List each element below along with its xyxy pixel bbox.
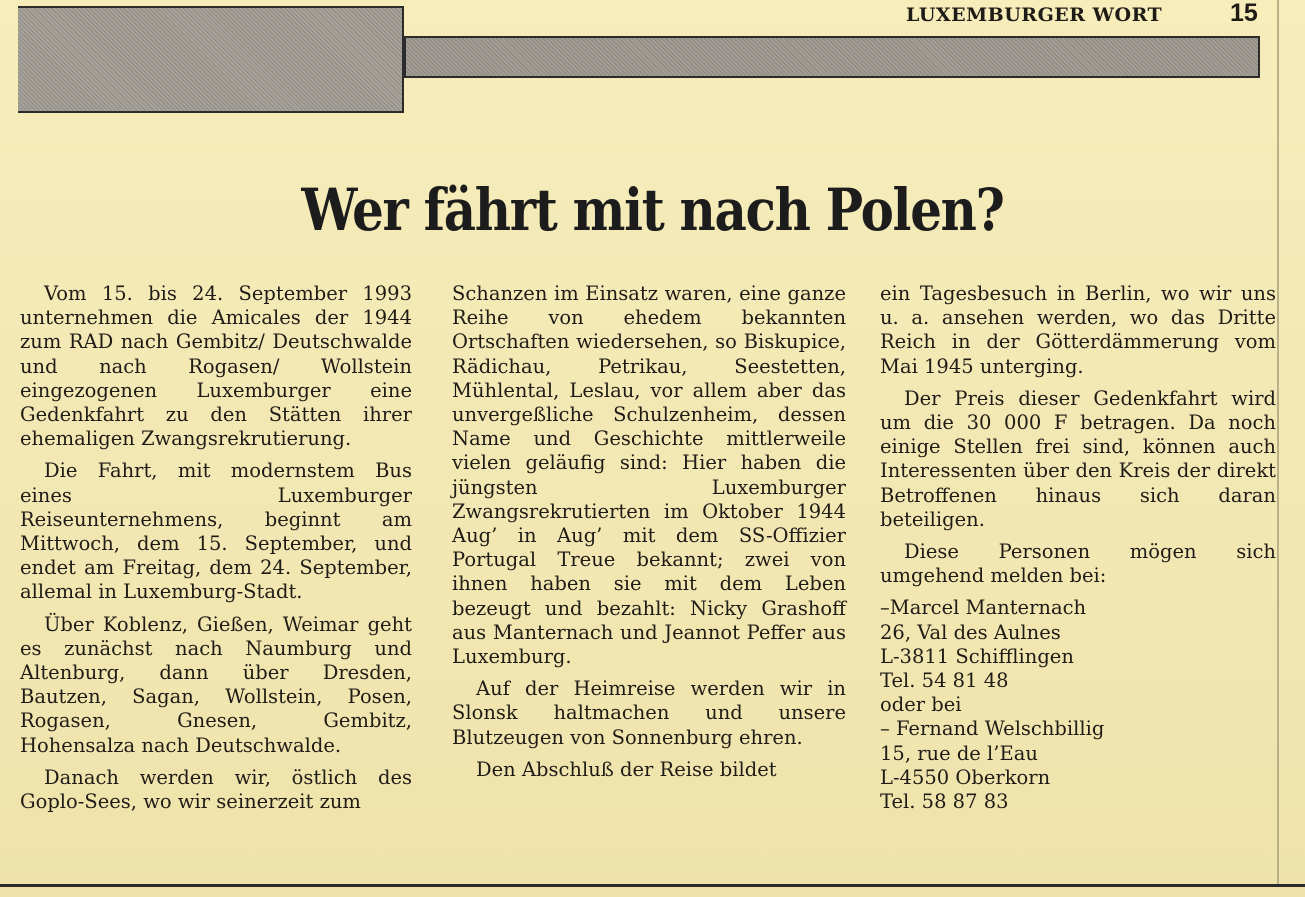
article-column-3: [880, 282, 1276, 814]
bottom-rule: [0, 884, 1305, 887]
paragraph: Der Preis dieser Gedenkfahrt wird um die 30 000 F betragen. Da noch einige Stellen frei sind, können auch Interessenten über den Kreis der direkt Betroffenen hinaus sich daran beteiligen.: [880, 386, 1276, 531]
contact-line: Tel. 54 81 48: [880, 669, 1009, 693]
newspaper-name: LUXEMBURGER WORT: [906, 4, 1163, 26]
contact-line: L-3811 Schifflingen: [880, 644, 1074, 668]
paragraph: Danach werden wir, östlich des Goplo-Sees, wo wir seinerzeit zum: [20, 765, 412, 814]
masthead: [900, 0, 1270, 30]
paragraph: Schanzen im Einsatz waren, eine ganze Reihe von ehedem bekannten Ortschaften wiedersehen, so Biskupice, Rädichau, Petrikau, Seestetten, Mühlental, Leslau, vor allem aber das unvergeßliche Schulzenheim, dessen Name und Geschichte mittlerweile vielen geläufig sind: Hier haben die jüngsten Luxemburger Zwangsrekrutierten im Oktober 1944 Aug’ in Aug’ mit dem SS-Offizier Portugal Treue bekannt; zwei von ihnen haben sie mit dem Leben bezeugt und bezahlt: Nicky Grashoff aus Manternach und Jeannot Peffer aus Luxemburg.: [452, 282, 846, 669]
paragraph: Vom 15. bis 24. September 1993 unternehmen die Amicales der 1944 zum RAD nach Gembitz/ Deutschwalde und nach Rogasen/ Wollstein eingezogenen Luxemburger eine Gedenkfahrt zu den Stätten ihrer ehemaligen Zwangsrekrutierung.: [20, 282, 412, 451]
contact-line: Tel. 58 87 83: [880, 790, 1009, 814]
paragraph: Diese Personen mögen sich umgehend melden bei:: [880, 540, 1276, 588]
gray-bar: [404, 36, 1260, 78]
paragraph: Den Abschluß der Reise bildet: [476, 757, 777, 781]
paragraph: ein Tagesbesuch in Berlin, wo wir uns u. a. ansehen werden, wo das Dritte Reich in der Götterdämmerung vom Mai 1945 unterging.: [880, 282, 1276, 378]
contact-line: 26, Val des Aulnes: [880, 620, 1061, 644]
paragraph: Die Fahrt, mit modernstem Bus eines Luxemburger Reiseunternehmens, beginnt am Mittwoch, dem 15. September, und endet am Freitag, dem 24. September, allemal in Luxemburg-Stadt.: [20, 459, 412, 604]
contact-line: –Marcel Manternach: [880, 596, 1087, 620]
contact-line: 15, rue de l’Eau: [880, 741, 1038, 765]
article-headline: Wer fährt mit nach Polen?: [301, 176, 1004, 244]
contact-line: L-4550 Oberkorn: [880, 765, 1051, 789]
contact-line: oder bei: [880, 693, 962, 717]
article-column-1: [20, 282, 412, 822]
page-number: 15: [1230, 0, 1258, 27]
paragraph: Auf der Heimreise werden wir in Slonsk haltmachen und unsere Blutzeugen von Sonnenburg ehren.: [452, 677, 846, 749]
contact-line: – Fernand Welschbillig: [880, 717, 1105, 741]
gray-block: [18, 6, 404, 113]
paragraph: Über Koblenz, Gießen, Weimar geht es zunächst nach Naumburg und Altenburg, dann über Dresden, Bautzen, Sagan, Wollstein, Posen, Rogasen, Gnesen, Gembitz, Hohensalza nach Deutschwalde.: [20, 612, 412, 757]
column-edge-line: [1277, 0, 1279, 884]
article-column-2: [452, 282, 846, 790]
